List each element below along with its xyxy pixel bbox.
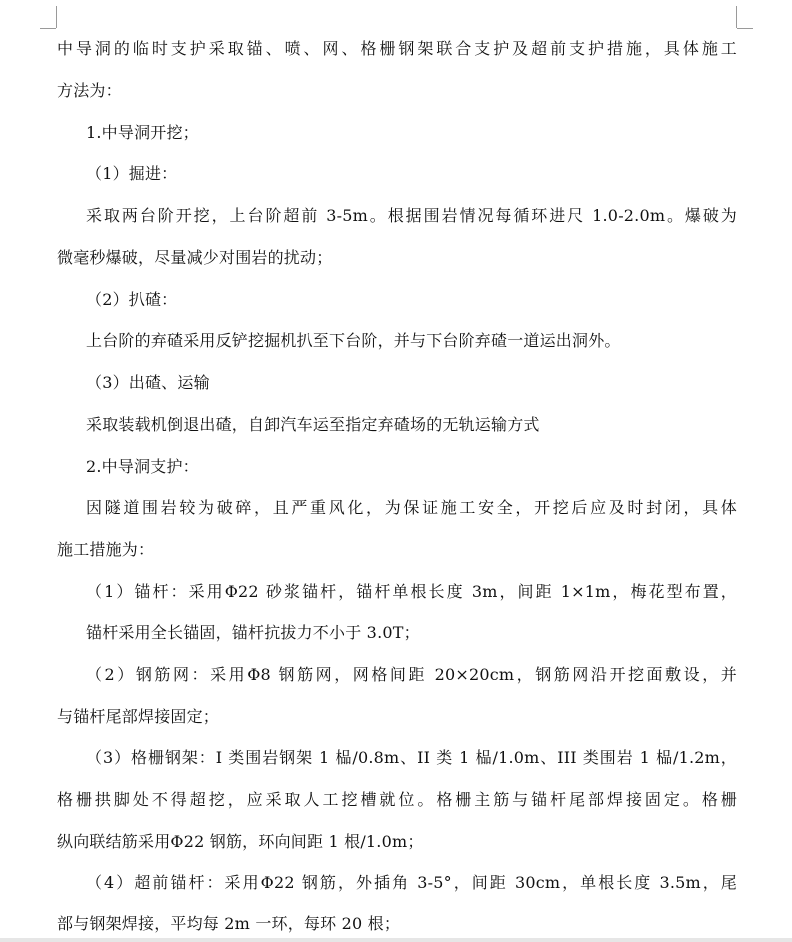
- list-item-line: 纵向联结筋采用Φ22 钢筋，环向间距 1 根/1.0m；: [57, 832, 424, 851]
- paragraph-line: 采取两台阶开挖，上台阶超前 3-5m。根据围岩情况每循环进尺 1.0-2.0m。爆破为: [86, 206, 737, 225]
- subsection-heading: （2）扒碴：: [86, 290, 178, 309]
- paragraph-line: 因隧道围岩较为破碎，且严重风化，为保证施工安全，开挖后应及时封闭，具体: [86, 498, 737, 517]
- page-corner-mark-top-left: [56, 6, 57, 28]
- paragraph-line: 微毫秒爆破，尽量减少对围岩的扰动；: [57, 248, 333, 267]
- list-item-line: 格栅拱脚处不得超挖，应采取人工挖槽就位。格栅主筋与锚杆尾部焊接固定。格栅: [57, 790, 737, 809]
- page-corner-mark-top-right: [736, 6, 737, 28]
- list-item-line: （1）锚杆：采用Φ22 砂浆锚杆，锚杆单根长度 3m，间距 1×1m，梅花型布置，: [86, 582, 737, 601]
- list-item-line: 部与钢架焊接，平均每 2m 一环，每环 20 根；: [57, 914, 401, 933]
- subsection-heading: （1）掘进：: [86, 164, 178, 183]
- list-item-line: 锚杆采用全长锚固，锚杆抗拔力不小于 3.0T；: [86, 623, 420, 642]
- list-item-line: （2）钢筋网：采用Φ8 钢筋网，网格间距 20×20cm，钢筋网沿开挖面敷设，并: [86, 665, 737, 684]
- paragraph-line: 上台阶的弃碴采用反铲挖掘机扒至下台阶，并与下台阶弃碴一道运出洞外。: [86, 331, 621, 350]
- paragraph-line: 方法为：: [57, 81, 122, 100]
- page-corner-mark-top-right-horizontal: [737, 28, 753, 29]
- paragraph-line: 中导洞的临时支护采取锚、喷、网、格栅钢架联合支护及超前支护措施，具体施工: [57, 39, 737, 58]
- paragraph-line: 施工措施为：: [57, 540, 155, 559]
- page-bottom-edge: [0, 938, 792, 942]
- list-item-line: （4）超前锚杆：采用Φ22 钢筋，外插角 3-5°，间距 30cm，单根长度 3.5m，尾: [86, 873, 737, 892]
- page-corner-mark-top-left-horizontal: [40, 28, 56, 29]
- subsection-heading: （3）出碴、运输: [86, 373, 210, 392]
- list-item-line: （3）格栅钢架：I 类围岩钢架 1 榀/0.8m、II 类 1 榀/1.0m、III 类围岩 1 榀/1.2m，: [86, 748, 737, 767]
- paragraph-line: 采取装载机倒退出碴，自卸汽车运至指定弃碴场的无轨运输方式: [86, 415, 540, 434]
- list-item-line: 与锚杆尾部焊接固定；: [57, 707, 220, 726]
- section-heading: 1.中导洞开挖；: [86, 123, 199, 142]
- section-heading: 2.中导洞支护：: [86, 457, 199, 476]
